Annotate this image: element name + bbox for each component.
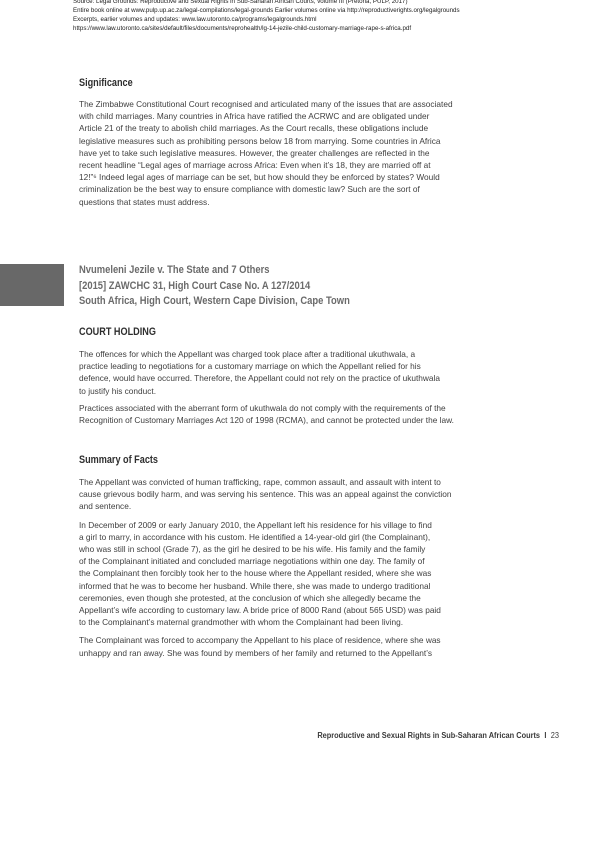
text-line: and sentence. bbox=[79, 501, 132, 512]
case-court: South Africa, High Court, Western Cape Division, Cape Town bbox=[79, 295, 350, 307]
footer-title: Reproductive and Sexual Rights in Sub-Saharan African Courts bbox=[317, 730, 541, 740]
case-citation: [2015] ZAWCHC 31, High Court Case No. A 127/2014 bbox=[79, 279, 311, 292]
significance-section bbox=[79, 77, 521, 208]
summary-section bbox=[79, 454, 521, 659]
significance-heading: Significance bbox=[79, 77, 133, 89]
text-line: who was still in school (Grade 7), as the girl he desired to be his wife. His family and the family bbox=[79, 544, 426, 555]
text-line: The Appellant was convicted of human trafficking, rape, common assault, and assault with intent to bbox=[79, 477, 441, 487]
footer-separator: I bbox=[544, 730, 547, 740]
source-line: Source: Legal Grounds: Reproductive and Sexual Rights in Sub-Saharan African Courts, volume III (Pretoria, PULP, 2017) bbox=[73, 0, 408, 5]
text-line: informed that he was to become her husband. While there, she was made to undergo traditional bbox=[79, 580, 431, 591]
text-line: Recognition of Customary Marriages Act 120 of 1998 (RCMA), and cannot be protected under the law. bbox=[79, 415, 454, 426]
court-holding-heading: COURT HOLDING bbox=[79, 326, 156, 338]
summary-paragraph-1 bbox=[79, 476, 521, 513]
text-line: Practices associated with the aberrant form of ukuthwala do not comply with the requirements of the bbox=[79, 402, 446, 413]
text-line: recent headline “Legal ages of marriage across Africa: Even when it’s 18, they are married off at bbox=[79, 160, 431, 171]
source-line: Excerpts, earlier volumes and updates: www.law.utoronto.ca/programs/legalgrounds.html bbox=[73, 16, 317, 23]
source-citation bbox=[73, 0, 583, 33]
court-holding-section bbox=[79, 326, 521, 426]
page-number: 23 bbox=[550, 730, 559, 740]
text-line: a girl to marry, in accordance with his custom. He identified a 14-year-old girl (the Complainant), bbox=[79, 531, 431, 542]
text-line: The Zimbabwe Constitutional Court recognised and articulated many of the issues that are associated bbox=[79, 99, 453, 109]
section-marker-block bbox=[0, 264, 64, 306]
text-line: Article 21 of the treaty to abolish child marriages. As the Court recalls, these obligations include bbox=[79, 123, 429, 134]
summary-paragraph-2 bbox=[79, 519, 521, 629]
source-line: https://www.law.utoronto.ca/sites/default/files/documents/reprohealth/lg-14-jezile-child-customary-marriage-rape-s-africa.pdf bbox=[73, 25, 412, 32]
text-line: ceremonies, even though she protested, at the conclusion of which she allegedly became the bbox=[79, 592, 421, 603]
text-line: cause grievous bodily harm, and was serving his sentence. This was an appeal against the conviction bbox=[79, 489, 452, 500]
summary-paragraph-3 bbox=[79, 634, 521, 658]
text-line: The Complainant was forced to accompany the Appellant to his place of residence, where she was bbox=[79, 635, 441, 646]
text-line: legislative measures such as prohibiting persons below 18 from marrying. Some countries in Africa bbox=[79, 135, 441, 146]
text-line: In December of 2009 or early January 2010, the Appellant left his residence for his village to find bbox=[79, 519, 432, 530]
court-holding-paragraph-1 bbox=[79, 348, 521, 397]
text-line: 12!”⁶ Indeed legal ages of marriage can be set, but how should they be enforced by states? Would bbox=[79, 172, 440, 183]
text-line: questions that states must address. bbox=[79, 196, 210, 207]
source-line: Entire book online at www.pulp.up.ac.za/legal-compilations/legal-grounds Earlier volumes online via http://reproductiverights.org/legalgrounds bbox=[73, 7, 460, 14]
text-line: have yet to take such legislative measures. However, the greater challenges are reflected in the bbox=[79, 147, 430, 158]
summary-heading: Summary of Facts bbox=[79, 454, 158, 466]
text-line: criminalization be the best way to ensure compliance with domestic law? Such are the sort of bbox=[79, 184, 420, 195]
text-line: practice leading to negotiations for a customary marriage on which the Appellant relied for his bbox=[79, 361, 421, 372]
text-line: The offences for which the Appellant was charged took place after a traditional ukuthwala, a bbox=[79, 349, 416, 359]
text-line: to justify his conduct. bbox=[79, 385, 157, 396]
significance-paragraph bbox=[79, 98, 521, 208]
case-name: Nvumeleni Jezile v. The State and 7 Others bbox=[79, 264, 270, 276]
text-line: to the Complainant’s maternal grandmother with whom the Complainant had been living. bbox=[79, 617, 404, 628]
text-line: the Complainant then forcibly took her to the house where the Appellant resided, where she was bbox=[79, 568, 432, 579]
court-holding-paragraph-2 bbox=[79, 402, 521, 426]
text-line: with child marriages. Many countries in Africa have ratified the ACRWC and are obligated under bbox=[79, 111, 430, 122]
text-line: defence, would have occurred. Therefore, the Appellant could not rely on the practice of ukuthwala bbox=[79, 373, 440, 384]
text-line: of the Complainant initiated and concluded marriage negotiations within one day. The family of bbox=[79, 556, 425, 567]
page-footer bbox=[317, 730, 559, 740]
case-title-block bbox=[79, 263, 521, 310]
text-line: unhappy and ran away. She was found by members of her family and returned to the Appellant’s bbox=[79, 647, 432, 658]
text-line: Appellant’s wife according to customary law. A bride price of 8000 Rand (about 565 USD) was paid bbox=[79, 605, 441, 616]
